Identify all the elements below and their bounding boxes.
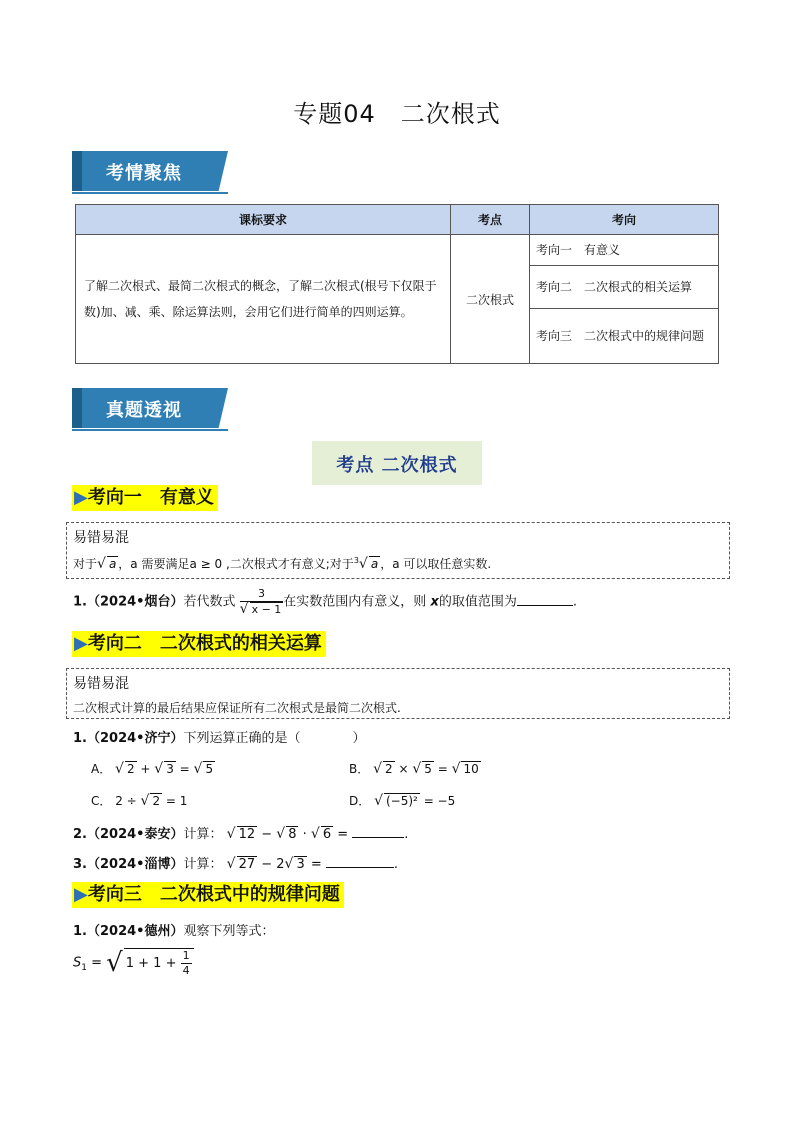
question-2-1: 1.（2024•济宁）下列运算正确的是（ ） bbox=[73, 731, 366, 746]
direction-2-label: 考向二 二次根式的相关运算 bbox=[87, 633, 322, 654]
direction-3-heading bbox=[72, 882, 344, 908]
direction-2-heading bbox=[72, 631, 326, 657]
question-3-1: 1.（2024•德州）观察下列等式： bbox=[73, 924, 275, 939]
answer-blank[interactable] bbox=[352, 837, 404, 838]
direction-cell: 考向三 二次根式中的规律问题 bbox=[530, 309, 719, 364]
answer-blank[interactable] bbox=[326, 867, 394, 868]
direction-1-heading bbox=[72, 485, 218, 511]
kaodian-cell: 二次根式 bbox=[451, 235, 530, 364]
section-banner-exam-focus bbox=[72, 151, 228, 191]
banner-label: 真题透视 bbox=[106, 400, 182, 421]
kaodian-heading: 考点 二次根式 bbox=[336, 455, 458, 476]
table-row bbox=[76, 235, 719, 266]
note-box bbox=[66, 668, 730, 719]
option-c: C． 2 ÷ √ 2 = 1 bbox=[91, 793, 188, 809]
option-d: D． √ (−5)² = −5 bbox=[349, 793, 456, 809]
section-banner-real-questions bbox=[72, 388, 228, 428]
direction-cell: 考向一 有意义 bbox=[530, 235, 719, 266]
note-box bbox=[66, 522, 730, 579]
option-b: B． √ 2 × √ 5 = √ 10 bbox=[349, 761, 479, 777]
question-2-2: 2.（2024•泰安）计算： √ 12 − √ 8 · √ 6 = . bbox=[73, 826, 409, 842]
question-2-3: 3.（2024•淄博）计算： √ 27 − 2√ 3 = . bbox=[73, 856, 399, 872]
play-triangle-icon: ▶ bbox=[74, 487, 88, 508]
banner-label: 考情聚焦 bbox=[106, 163, 182, 184]
fraction: $\frac{3}{√ x - 1}$ bbox=[239, 587, 282, 617]
play-triangle-icon: ▶ bbox=[74, 884, 88, 905]
requirement-cell: 了解二次根式、最简二次根式的概念，了解二次根式(根号下仅限于数)加、减、乘、除运算法则，会用它们进行简单的四则运算。 bbox=[76, 235, 451, 364]
header-kaodian: 考点 bbox=[451, 205, 530, 235]
header-direction: 考向 bbox=[530, 205, 719, 235]
header-requirement: 课标要求 bbox=[76, 205, 451, 235]
option-a: A． √ 2 + √ 3 = √ 5 bbox=[91, 761, 214, 777]
answer-blank[interactable] bbox=[517, 605, 573, 606]
direction-1-label: 考向一 有意义 bbox=[87, 487, 214, 508]
direction-cell: 考向二 二次根式的相关运算 bbox=[530, 266, 719, 309]
note-title: 易错易混 bbox=[73, 530, 129, 546]
formula-s1: $S_1$ = √ 1 + 1 + $\frac{1}{4}$ bbox=[73, 948, 194, 978]
direction-3-label: 考向三 二次根式中的规律问题 bbox=[87, 884, 340, 905]
table-header-row bbox=[76, 205, 719, 235]
note-body: 对于√ a ，a 需要满足a ≥ 0 ,二次根式才有意义;对于$^3$√ a ，a 可以取任意实数. bbox=[73, 556, 492, 572]
note-title: 易错易混 bbox=[73, 676, 129, 692]
note-body: 二次根式计算的最后结果应保证所有二次根式是最简二次根式. bbox=[73, 701, 401, 715]
kaodian-heading-box bbox=[312, 441, 482, 485]
question-1-1: 1.（2024•烟台）若代数式 $\frac{3}{√ x - 1}$ 在实数范围内有意义，则 x的取值范围为 . bbox=[73, 587, 577, 617]
play-triangle-icon: ▶ bbox=[74, 633, 88, 654]
requirements-table bbox=[75, 204, 719, 364]
page-title: 专题04 二次根式 bbox=[293, 100, 501, 128]
